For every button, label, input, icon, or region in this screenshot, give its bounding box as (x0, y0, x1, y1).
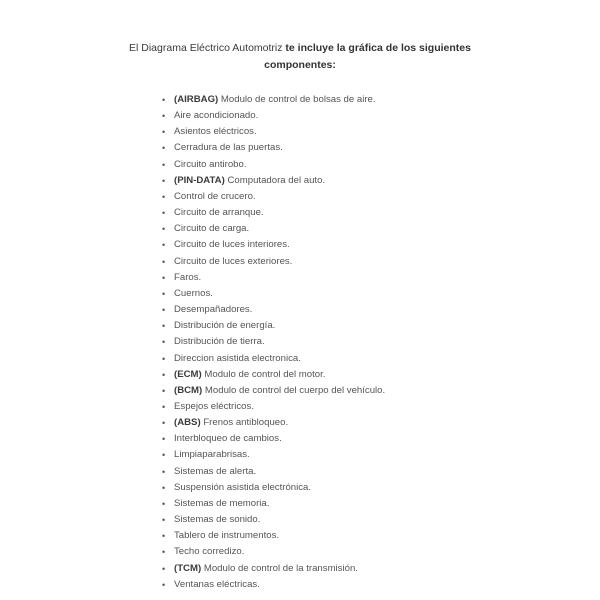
bullet-icon: • (162, 434, 166, 445)
component-code: (TCM) (174, 562, 202, 574)
list-item (160, 351, 385, 367)
component-text: Circuito de carga. (174, 223, 250, 235)
list-item (160, 415, 385, 431)
bullet-icon: • (162, 466, 166, 477)
list-item (160, 399, 385, 415)
bullet-icon: • (162, 321, 166, 332)
list-item (160, 189, 385, 205)
component-text: Control de crucero. (174, 190, 256, 202)
bullet-icon: • (162, 337, 166, 348)
bullet-icon: • (162, 127, 166, 138)
bullet-icon: • (162, 272, 166, 283)
component-text: Sistemas de memoria. (174, 497, 270, 509)
list-item (160, 92, 385, 108)
component-text: Ventanas eléctricas. (174, 578, 260, 590)
component-text: Modulo de control de bolsas de aire. (218, 94, 376, 105)
components-list (160, 92, 385, 593)
bullet-icon: • (162, 450, 166, 461)
component-text: Cuernos. (174, 287, 213, 299)
bullet-icon: • (162, 418, 166, 429)
bullet-icon: • (162, 143, 166, 154)
component-code: (ECM) (174, 368, 202, 380)
bullet-icon: • (162, 240, 166, 251)
list-item (160, 561, 385, 577)
list-item (160, 286, 385, 302)
intro-strong-text: te incluye la gráfica de los siguientes componentes: (264, 42, 471, 71)
list-item (160, 367, 385, 383)
list-item (160, 157, 385, 173)
list-item (160, 431, 385, 447)
list-item (160, 528, 385, 544)
list-item (160, 464, 385, 480)
bullet-icon: • (162, 482, 166, 493)
component-text: Sistemas de alerta. (174, 465, 257, 477)
bullet-icon: • (162, 175, 166, 186)
component-text: Suspensión asistida electrónica. (174, 481, 312, 493)
bullet-icon: • (162, 288, 166, 299)
component-text: Distribución de tierra. (174, 336, 265, 348)
bullet-icon: • (162, 224, 166, 235)
list-item (160, 496, 385, 512)
component-text: Distribución de energía. (174, 320, 276, 332)
list-item (160, 254, 385, 270)
component-text: Faros. (174, 271, 202, 283)
list-item (160, 173, 385, 189)
component-text: Cerradura de las puertas. (174, 142, 283, 154)
component-text: Limpiaparabrisas. (174, 449, 250, 461)
component-text: Computadora del auto. (224, 174, 326, 186)
bullet-icon: • (162, 401, 166, 412)
component-text: Frenos antibloqueo. (200, 417, 289, 429)
bullet-icon: • (162, 531, 166, 542)
bullet-icon: • (162, 256, 166, 267)
component-text: Direccion asistida electronica. (174, 352, 301, 364)
list-item (160, 205, 385, 221)
list-item (160, 221, 385, 237)
bullet-icon: • (162, 353, 166, 364)
component-text: Modulo de control de la transmisión. (201, 562, 358, 574)
list-item (160, 544, 385, 560)
component-text: Aire acondicionado. (174, 110, 259, 122)
component-text: Tablero de instrumentos. (174, 530, 280, 542)
list-item (160, 383, 385, 399)
list-item (160, 480, 385, 496)
bullet-icon: • (162, 305, 166, 316)
component-text: Techo corredizo. (174, 546, 245, 558)
intro-paragraph (110, 40, 490, 74)
component-code: (AIRBAG) (174, 94, 219, 105)
component-text: Interbloqueo de cambios. (174, 433, 282, 445)
component-text: Modulo de control del cuerpo del vehículo. (202, 384, 386, 396)
bullet-icon: • (162, 208, 166, 219)
list-item (160, 302, 385, 318)
component-code: (PIN-DATA) (174, 174, 225, 186)
bullet-icon: • (162, 498, 166, 509)
bullet-icon: • (162, 579, 166, 590)
component-text: Asientos eléctricos. (174, 126, 257, 138)
list-item (160, 334, 385, 350)
list-item (160, 512, 385, 528)
component-text: Desempañadores. (174, 304, 253, 316)
component-code: (BCM) (174, 384, 203, 396)
list-item (160, 318, 385, 334)
bullet-icon: • (162, 515, 166, 526)
list-item (160, 108, 385, 124)
bullet-icon: • (162, 191, 166, 202)
component-text: Sistemas de sonido. (174, 514, 261, 526)
list-item (160, 577, 385, 593)
list-item (160, 140, 385, 156)
bullet-icon: • (162, 95, 166, 105)
intro-lead-text: El Diagrama Eléctrico Automotriz (129, 42, 286, 54)
list-item (160, 124, 385, 140)
component-text: Modulo de control del motor. (201, 368, 326, 380)
bullet-icon: • (162, 111, 166, 122)
bullet-icon: • (162, 159, 166, 170)
bullet-icon: • (162, 563, 166, 574)
component-text: Espejos eléctricos. (174, 400, 254, 412)
component-code: (ABS) (174, 417, 201, 429)
bullet-icon: • (162, 547, 166, 558)
bullet-icon: • (162, 369, 166, 380)
component-text: Circuito de luces exteriores. (174, 255, 293, 267)
list-item (160, 270, 385, 286)
component-text: Circuito de luces interiores. (174, 239, 290, 251)
component-text: Circuito antirobo. (174, 158, 247, 170)
list-item (160, 447, 385, 463)
component-text: Circuito de arranque. (174, 207, 264, 219)
bullet-icon: • (162, 385, 166, 396)
list-item (160, 237, 385, 253)
